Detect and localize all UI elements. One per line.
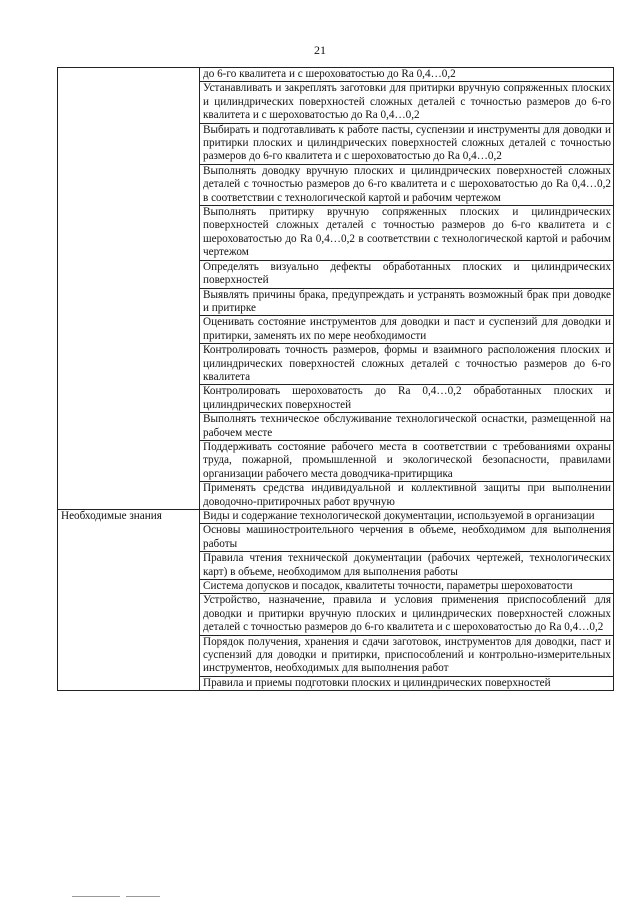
requirement-text: Выполнять доводку вручную плоских и цилиндрических поверхностей сложных деталей с точностью размеров до 6-го квалитета и с шероховатостью до Ra 0,4…0,2 в соответствии с технологической картой и рабочим чертежом [200, 164, 614, 205]
requirement-text: Выбирать и подготавливать к работе пасты, суспензии и инструменты для доводки и притирки плоских и цилиндрических поверхностей сложных деталей с точностью размеров до 6-го квалитета и с шероховатостью до Ra 0,4…0,2 [200, 123, 614, 164]
requirement-text: Поддерживать состояние рабочего места в соответствии с требованиями охраны труда, пожарной, промышленной и экологической безопасности, правилами организации рабочего места доводчика-притирщика [200, 440, 614, 481]
requirement-text: Выполнять притирку вручную сопряженных плоских и цилиндрических поверхностей сложных деталей с точностью размеров до 6-го квалитета и с шероховатостью до Ra 0,4…0,2 в соответствии с технологической картой и рабочим чертежом [200, 206, 614, 261]
section-label [58, 68, 200, 510]
requirement-text: Оценивать состояние инструментов для доводки и паст и суспензий для доводки и притирки, заменять их по мере необходимости [200, 316, 614, 344]
requirement-text: Определять визуально дефекты обработанных плоских и цилиндрических поверхностей [200, 260, 614, 288]
requirement-text: Выявлять причины брака, предупреждать и устранять возможный брак при доводке и притирке [200, 288, 614, 316]
table-row [58, 68, 614, 82]
requirements-table [57, 67, 614, 691]
requirement-text: Применять средства индивидуальной и коллективной защиты при выполнении доводочно-притирочных работ вручную [200, 482, 614, 510]
requirement-text: Устанавливать и закреплять заготовки для притирки вручную сопряженных плоских и цилиндрических поверхностей сложных деталей с точностью размеров до 6-го квалитета и с шероховатостью до Ra 0,4…0,2 [200, 82, 614, 123]
requirement-text: Контролировать шероховатость до Ra 0,4…0,2 обработанных плоских и цилиндрических поверхностей [200, 385, 614, 413]
footer-mark [126, 896, 160, 897]
requirement-text: Виды и содержание технологической документации, используемой в организации [200, 510, 614, 524]
requirement-text: Правила чтения технической документации (рабочих чертежей, технологических карт) в объеме, необходимом для выполнения работы [200, 552, 614, 580]
section-label: Необходимые знания [58, 510, 200, 691]
page-number: 21 [314, 43, 326, 57]
table-row [58, 510, 614, 524]
requirement-text: Устройство, назначение, правила и условия применения приспособлений для доводки и притирки вручную плоских и цилиндрических поверхностей сложных деталей с точностью размеров до 6-го квалитета и с шероховатостью до Ra 0,4…0,2 [200, 594, 614, 635]
requirement-text: Система допусков и посадок, квалитеты точности, параметры шероховатости [200, 580, 614, 594]
requirement-text: Контролировать точность размеров, формы и взаимного расположения плоских и цилиндрических поверхностей сложных деталей с точностью размеров до 6-го квалитета [200, 344, 614, 385]
requirement-text: Правила и приемы подготовки плоских и цилиндрических поверхностей [200, 676, 614, 690]
footer-mark [72, 896, 120, 897]
requirement-text: до 6-го квалитета и с шероховатостью до Ra 0,4…0,2 [200, 68, 614, 82]
table-body [58, 68, 614, 691]
requirement-text: Основы машиностроительного черчения в объеме, необходимом для выполнения работы [200, 524, 614, 552]
requirement-text: Выполнять техническое обслуживание технологической оснастки, размещенной на рабочем месте [200, 413, 614, 441]
requirement-text: Порядок получения, хранения и сдачи заготовок, инструментов для доводки, паст и суспензий для доводки и притирки, приспособлений и контрольно-измерительных инструментов, необходимых для выполнения работ [200, 635, 614, 676]
